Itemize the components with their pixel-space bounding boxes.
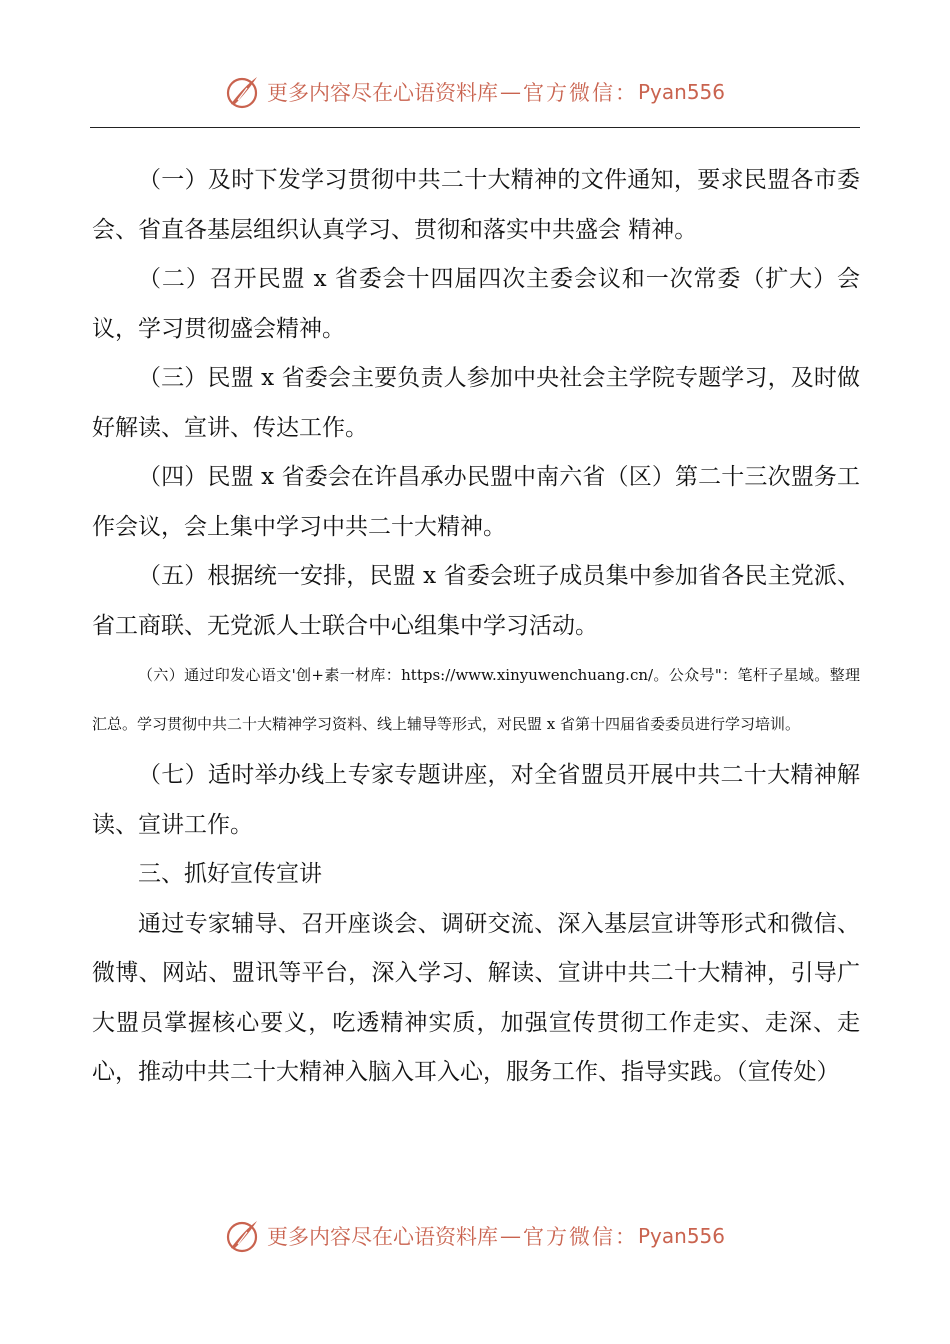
paragraph-3: （三）民盟 x 省委会主要负责人参加中央社会主学院专题学习，及时做好解读、宣讲、传达工作。: [92, 365, 860, 441]
paragraph-2: （二）召开民盟 x 省委会十四届四次主委会议和一次常委（扩大）会议，学习贯彻盛会精神。: [92, 266, 860, 342]
header-rule: [90, 127, 860, 128]
footer-banner: [0, 1214, 950, 1258]
paragraph-4: （四）民盟 x 省委会在许昌承办民盟中南六省（区）第二十三次盟务工作会议，会上集中学习中共二十大精神。: [92, 464, 860, 540]
paragraph-6-small: （六）通过印发心语文'创+素一材库：https://www.xinyuwenchuang.cn/。公众号"：笔杆子星域。整理汇总。学习贯彻中共二十大精神学习资料、线上辅导等形式，对民盟 x 省第十四届省委委员进行学习培训。: [92, 666, 860, 733]
header-banner: [0, 70, 950, 114]
document-body: [92, 156, 860, 1098]
quill-logo-icon: [225, 1218, 261, 1254]
paragraph-1: （一）及时下发学习贯彻中共二十大精神的文件通知，要求民盟各市委会、省直各基层组织认真学习、贯彻和落实中共盛会 精神。: [92, 167, 860, 243]
banner-wechat-label: 官方微信：: [522, 1225, 638, 1249]
quill-logo-icon: [225, 74, 261, 110]
banner-wechat-id: Pyan556: [637, 80, 725, 104]
banner-text: 更多内容尽在心语资料库: [266, 1225, 498, 1249]
section-body: 通过专家辅导、召开座谈会、调研交流、深入基层宣讲等形式和微信、微博、网站、盟讯等平台，深入学习、解读、宣讲中共二十大精神，引导广大盟员掌握核心要义，吃透精神实质，加强宣传贯彻工作走实、走深、走心，推动中共二十大精神入脑入耳入心，服务工作、指导实践。（宣传处）: [92, 910, 860, 1085]
paragraph-7: （七）适时举办线上专家专题讲座，对全省盟员开展中共二十大精神解读、宣讲工作。: [92, 762, 860, 838]
paragraph-5: （五）根据统一安排，民盟 x 省委会班子成员集中参加省各民主党派、省工商联、无党派人士联合中心组集中学习活动。: [92, 563, 860, 639]
banner-separator: —: [499, 1224, 521, 1248]
banner-separator: —: [499, 80, 521, 104]
section-heading: 三、抓好宣传宣讲: [138, 861, 322, 887]
banner-wechat-label: 官方微信：: [522, 81, 638, 105]
banner-wechat-id: Pyan556: [637, 1224, 725, 1248]
banner-text: 更多内容尽在心语资料库: [266, 81, 498, 105]
